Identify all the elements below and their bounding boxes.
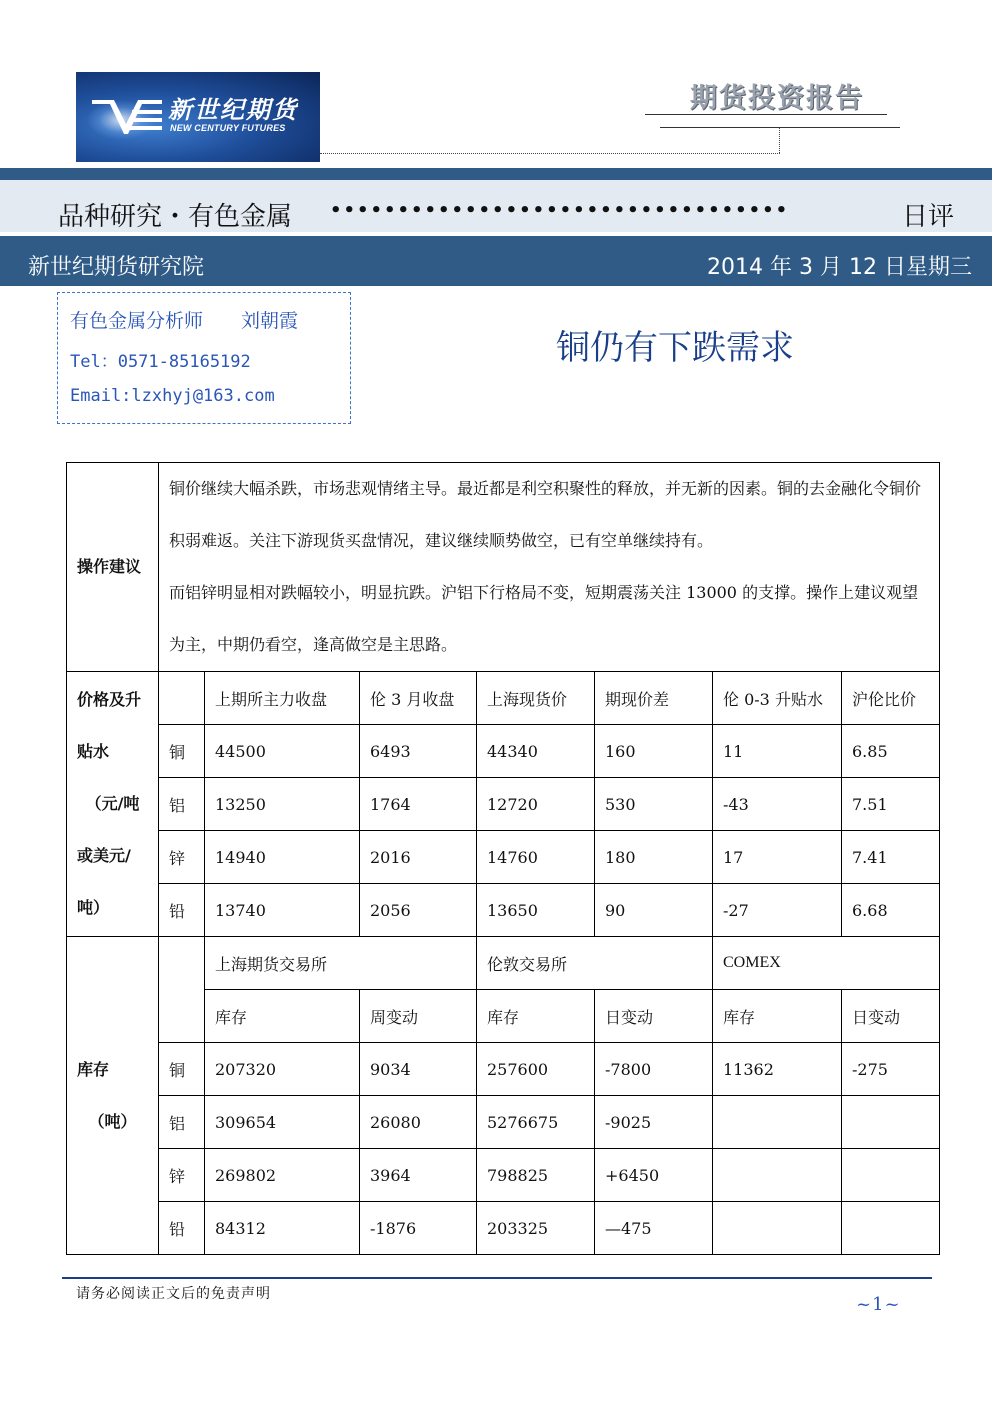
stock-cell: 5276675 (477, 1096, 595, 1149)
stock-cell: 3964 (360, 1149, 477, 1202)
metal-label: 铅 (159, 1202, 205, 1255)
price-cell: 44340 (477, 725, 595, 778)
price-header-cell: 沪伦比价 (842, 672, 940, 725)
analyst-tel: Tel：0571-85165192 (70, 352, 251, 372)
advice-paragraph-2: 而铝锌明显相对跌幅较小，明显抗跌。沪铝下行格局不变，短期震荡关注 13000 的支撑。操作上建议观望为主，中期仍看空，逢高做空是主思路。 (169, 583, 919, 654)
stock-exchange-row (67, 937, 940, 990)
price-cell: 180 (595, 831, 713, 884)
stock-cell: 309654 (205, 1096, 360, 1149)
stock-label-line: 库存 (77, 1059, 110, 1079)
advice-paragraph-1: 铜价继续大幅杀跌，市场悲观情绪主导。最近都是利空积聚性的释放，并无新的因素。铜的去金融化令铜价积弱难返。关注下游现货买盘情况，建议继续顺势做空，已有空单继续持有。 (169, 479, 922, 550)
price-label-line: 吨） (77, 898, 110, 917)
page-number: ~1~ (856, 1294, 901, 1315)
price-cell: 1764 (360, 778, 477, 831)
company-logo (76, 72, 320, 162)
institute-name: 新世纪期货研究院 (28, 255, 205, 280)
price-header-cell: 伦 3 月收盘 (360, 672, 477, 725)
advice-label: 操作建议 (67, 463, 159, 672)
report-table (66, 462, 940, 1255)
stock-cell (713, 1202, 842, 1255)
stock-cell: —475 (595, 1202, 713, 1255)
metal-label: 铅 (159, 884, 205, 937)
price-cell: 6493 (360, 725, 477, 778)
report-title-rule-1 (645, 114, 887, 115)
price-label-line: 贴水 (77, 742, 110, 761)
metal-label: 铜 (159, 1043, 205, 1096)
stock-cell: +6450 (595, 1149, 713, 1202)
price-cell: 6.85 (842, 725, 940, 778)
stock-cell: 203325 (477, 1202, 595, 1255)
report-title: 期货投资报告 (690, 83, 864, 114)
stock-cell: 26080 (360, 1096, 477, 1149)
price-cell: 90 (595, 884, 713, 937)
stock-cell (713, 1149, 842, 1202)
price-header-row (67, 672, 940, 725)
price-cell: 14760 (477, 831, 595, 884)
price-cell: 12720 (477, 778, 595, 831)
metal-label: 锌 (159, 831, 205, 884)
price-cell: 44500 (205, 725, 360, 778)
stock-cell: 207320 (205, 1043, 360, 1096)
stock-cell (842, 1149, 940, 1202)
price-cell: 530 (595, 778, 713, 831)
price-cell: 17 (713, 831, 842, 884)
stock-cell: 11362 (713, 1043, 842, 1096)
price-cell: 160 (595, 725, 713, 778)
price-header-cell: 伦 0-3 升贴水 (713, 672, 842, 725)
stock-subheader: 日变动 (595, 990, 713, 1043)
stock-subheader: 日变动 (842, 990, 940, 1043)
price-cell: 13650 (477, 884, 595, 937)
stock-cell: 257600 (477, 1043, 595, 1096)
analyst-name: 有色金属分析师 刘朝霞 (70, 310, 299, 332)
metal-label: 铜 (159, 725, 205, 778)
price-cell: 2016 (360, 831, 477, 884)
stock-cell: 84312 (205, 1202, 360, 1255)
price-row (67, 725, 940, 778)
section-title: 品种研究・有色金属 (58, 202, 293, 232)
header-band-top (0, 168, 992, 180)
stock-cell (713, 1096, 842, 1149)
stock-cell (842, 1202, 940, 1255)
price-label (67, 672, 159, 937)
exchange-header: 上海期货交易所 (205, 937, 477, 990)
section-dots: •••••••••••••••••••••••••••••••••• (330, 200, 790, 221)
price-label-line: （元/吨 (85, 794, 140, 813)
report-title-rule-2 (660, 127, 900, 128)
stock-subheader: 库存 (477, 990, 595, 1043)
price-header-cell: 期现价差 (595, 672, 713, 725)
price-cell: 13740 (205, 884, 360, 937)
stock-row (67, 1096, 940, 1149)
logo-chinese-text: 新世纪期货 (168, 95, 298, 124)
price-row (67, 884, 940, 937)
stock-cell: 269802 (205, 1149, 360, 1202)
footer-rule (62, 1277, 932, 1279)
headline: 铜仍有下跌需求 (556, 328, 794, 368)
price-cell: 13250 (205, 778, 360, 831)
price-cell: 14940 (205, 831, 360, 884)
price-cell: 7.41 (842, 831, 940, 884)
price-cell: -27 (713, 884, 842, 937)
stock-row (67, 1149, 940, 1202)
price-cell: 7.51 (842, 778, 940, 831)
report-type: 日评 (902, 202, 955, 232)
analyst-email[interactable]: Email:lzxhyj@163.com (70, 386, 275, 406)
stock-cell: 798825 (477, 1149, 595, 1202)
price-cell: 2056 (360, 884, 477, 937)
exchange-header: 伦敦交易所 (477, 937, 713, 990)
stock-subheader: 库存 (205, 990, 360, 1043)
price-label-line: 价格及升 (77, 690, 142, 709)
stock-label-line: （吨） (88, 1111, 137, 1131)
stock-cell: -7800 (595, 1043, 713, 1096)
exchange-header: COMEX (713, 937, 940, 990)
report-date: 2014 年 3 月 12 日星期三 (707, 255, 972, 280)
metal-label: 铝 (159, 1096, 205, 1149)
footer-disclaimer: 请务必阅读正文后的免责声明 (76, 1286, 271, 1302)
price-label-line: 或美元/ (77, 846, 131, 865)
advice-row (67, 463, 940, 672)
price-cell: 11 (713, 725, 842, 778)
logo-mark-icon (92, 94, 162, 138)
stock-metal-header (159, 937, 205, 1043)
stock-row (67, 1043, 940, 1096)
header-dotted-line (320, 153, 780, 154)
price-header-cell: 上海现货价 (477, 672, 595, 725)
stock-subheader: 库存 (713, 990, 842, 1043)
stock-cell: -9025 (595, 1096, 713, 1149)
metal-label: 锌 (159, 1149, 205, 1202)
logo-english-text: NEW CENTURY FUTURES (170, 123, 286, 133)
stock-subheader: 周变动 (360, 990, 477, 1043)
advice-text (159, 463, 940, 672)
price-metal-header (159, 672, 205, 725)
header-dotted-tick (779, 127, 780, 153)
stock-cell (842, 1096, 940, 1149)
price-header-cell: 上期所主力收盘 (205, 672, 360, 725)
price-cell: 6.68 (842, 884, 940, 937)
price-cell: -43 (713, 778, 842, 831)
price-row (67, 778, 940, 831)
price-row (67, 831, 940, 884)
stock-row (67, 1202, 940, 1255)
stock-label (67, 937, 159, 1255)
stock-cell: -1876 (360, 1202, 477, 1255)
stock-cell: 9034 (360, 1043, 477, 1096)
stock-cell: -275 (842, 1043, 940, 1096)
metal-label: 铝 (159, 778, 205, 831)
